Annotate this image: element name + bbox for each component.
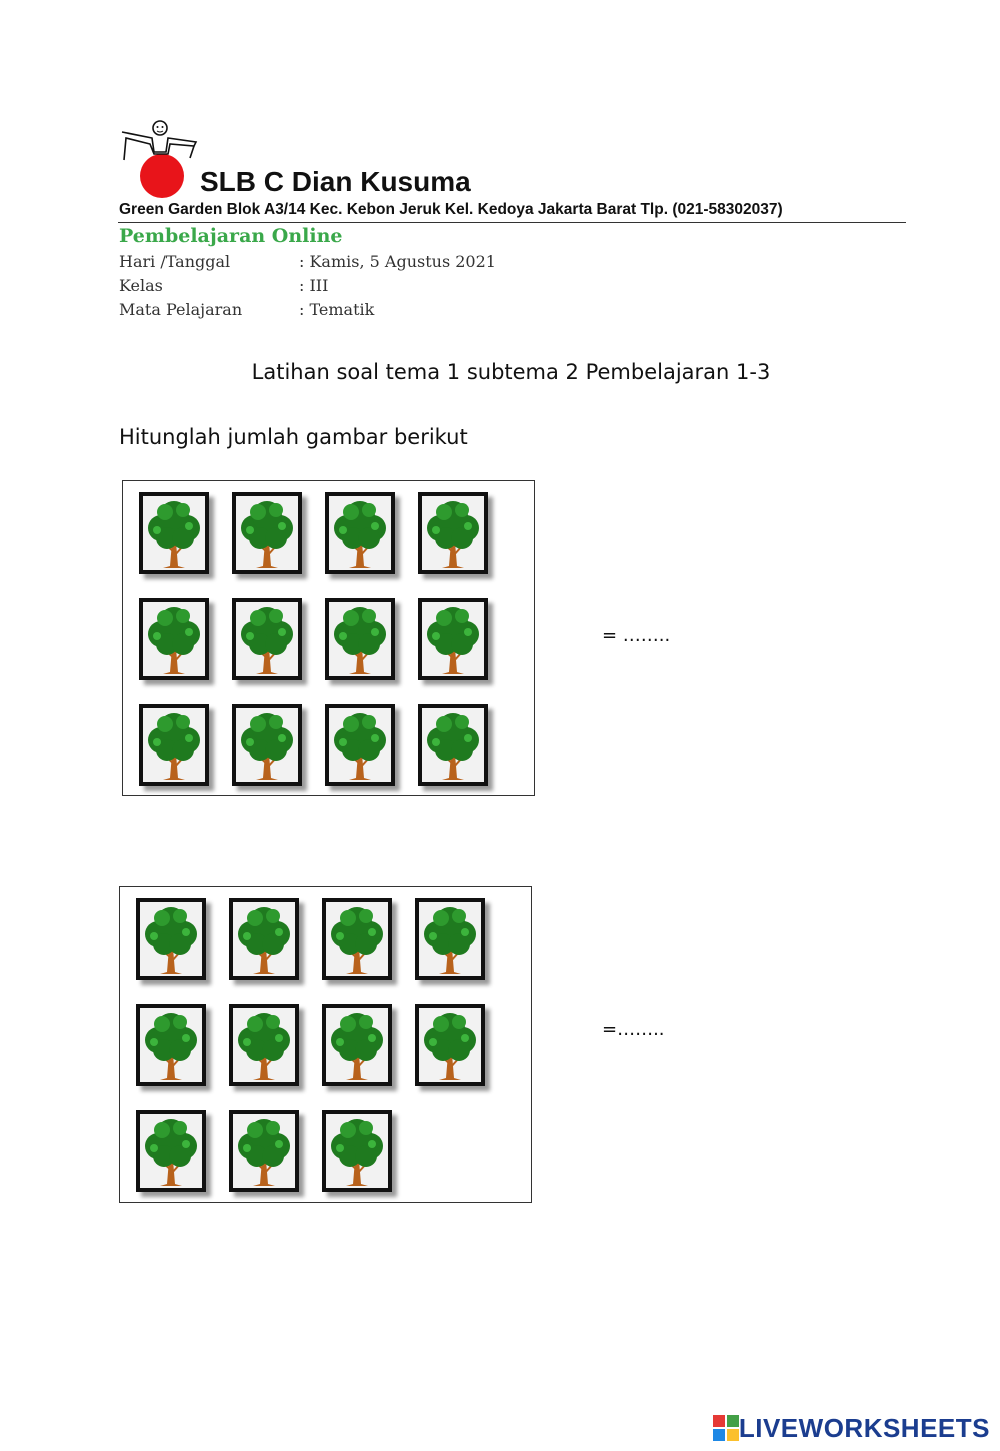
tree-icon — [136, 1004, 206, 1086]
tree-icon — [232, 704, 302, 786]
school-logo-icon — [118, 118, 202, 198]
info-value-class: : III — [299, 276, 329, 295]
worksheet-title: Latihan soal tema 1 subtema 2 Pembelajaran 1-3 — [251, 360, 771, 384]
info-label-date: Hari /Tanggal — [119, 252, 231, 271]
tree-box-question-1 — [122, 480, 535, 796]
answer-field-question-2[interactable]: =…….. — [602, 1019, 665, 1040]
header-divider — [118, 222, 906, 223]
tree-icon — [229, 1004, 299, 1086]
tree-icon — [418, 704, 488, 786]
info-value-date: : Kamis, 5 Agustus 2021 — [299, 252, 496, 271]
tree-icon — [325, 704, 395, 786]
tree-icon — [232, 492, 302, 574]
tree-icon — [136, 1110, 206, 1192]
info-label-class: Kelas — [119, 276, 163, 295]
tree-icon — [325, 492, 395, 574]
tree-icon — [139, 704, 209, 786]
info-label-subject: Mata Pelajaran — [119, 300, 243, 319]
liveworksheets-brand-text: LIVEWORKSHEETS — [738, 1412, 990, 1443]
tree-icon — [136, 898, 206, 980]
instruction-text: Hitunglah jumlah gambar berikut — [119, 425, 468, 449]
tree-icon — [415, 1004, 485, 1086]
school-name: SLB C Dian Kusuma — [200, 166, 471, 197]
tree-icon — [139, 492, 209, 574]
tree-icon — [229, 1110, 299, 1192]
liveworksheets-logo[interactable] — [713, 1413, 990, 1443]
tree-icon — [322, 1110, 392, 1192]
info-value-subject: : Tematik — [299, 300, 375, 319]
tree-icon — [232, 598, 302, 680]
answer-field-question-1[interactable]: = …….. — [602, 625, 671, 646]
liveworksheets-badge-icon — [713, 1415, 739, 1441]
tree-icon — [322, 898, 392, 980]
school-address: Green Garden Blok A3/14 Kec. Kebon Jeruk Kel. Kedoya Jakarta Barat Tlp. (021-58302037) — [119, 201, 783, 218]
tree-box-question-2 — [119, 886, 532, 1203]
tree-icon — [418, 598, 488, 680]
tree-icon — [325, 598, 395, 680]
tree-icon — [139, 598, 209, 680]
tree-icon — [229, 898, 299, 980]
tree-icon — [322, 1004, 392, 1086]
online-learning-title: Pembelajaran Online — [119, 225, 343, 247]
tree-icon — [415, 898, 485, 980]
tree-icon — [418, 492, 488, 574]
